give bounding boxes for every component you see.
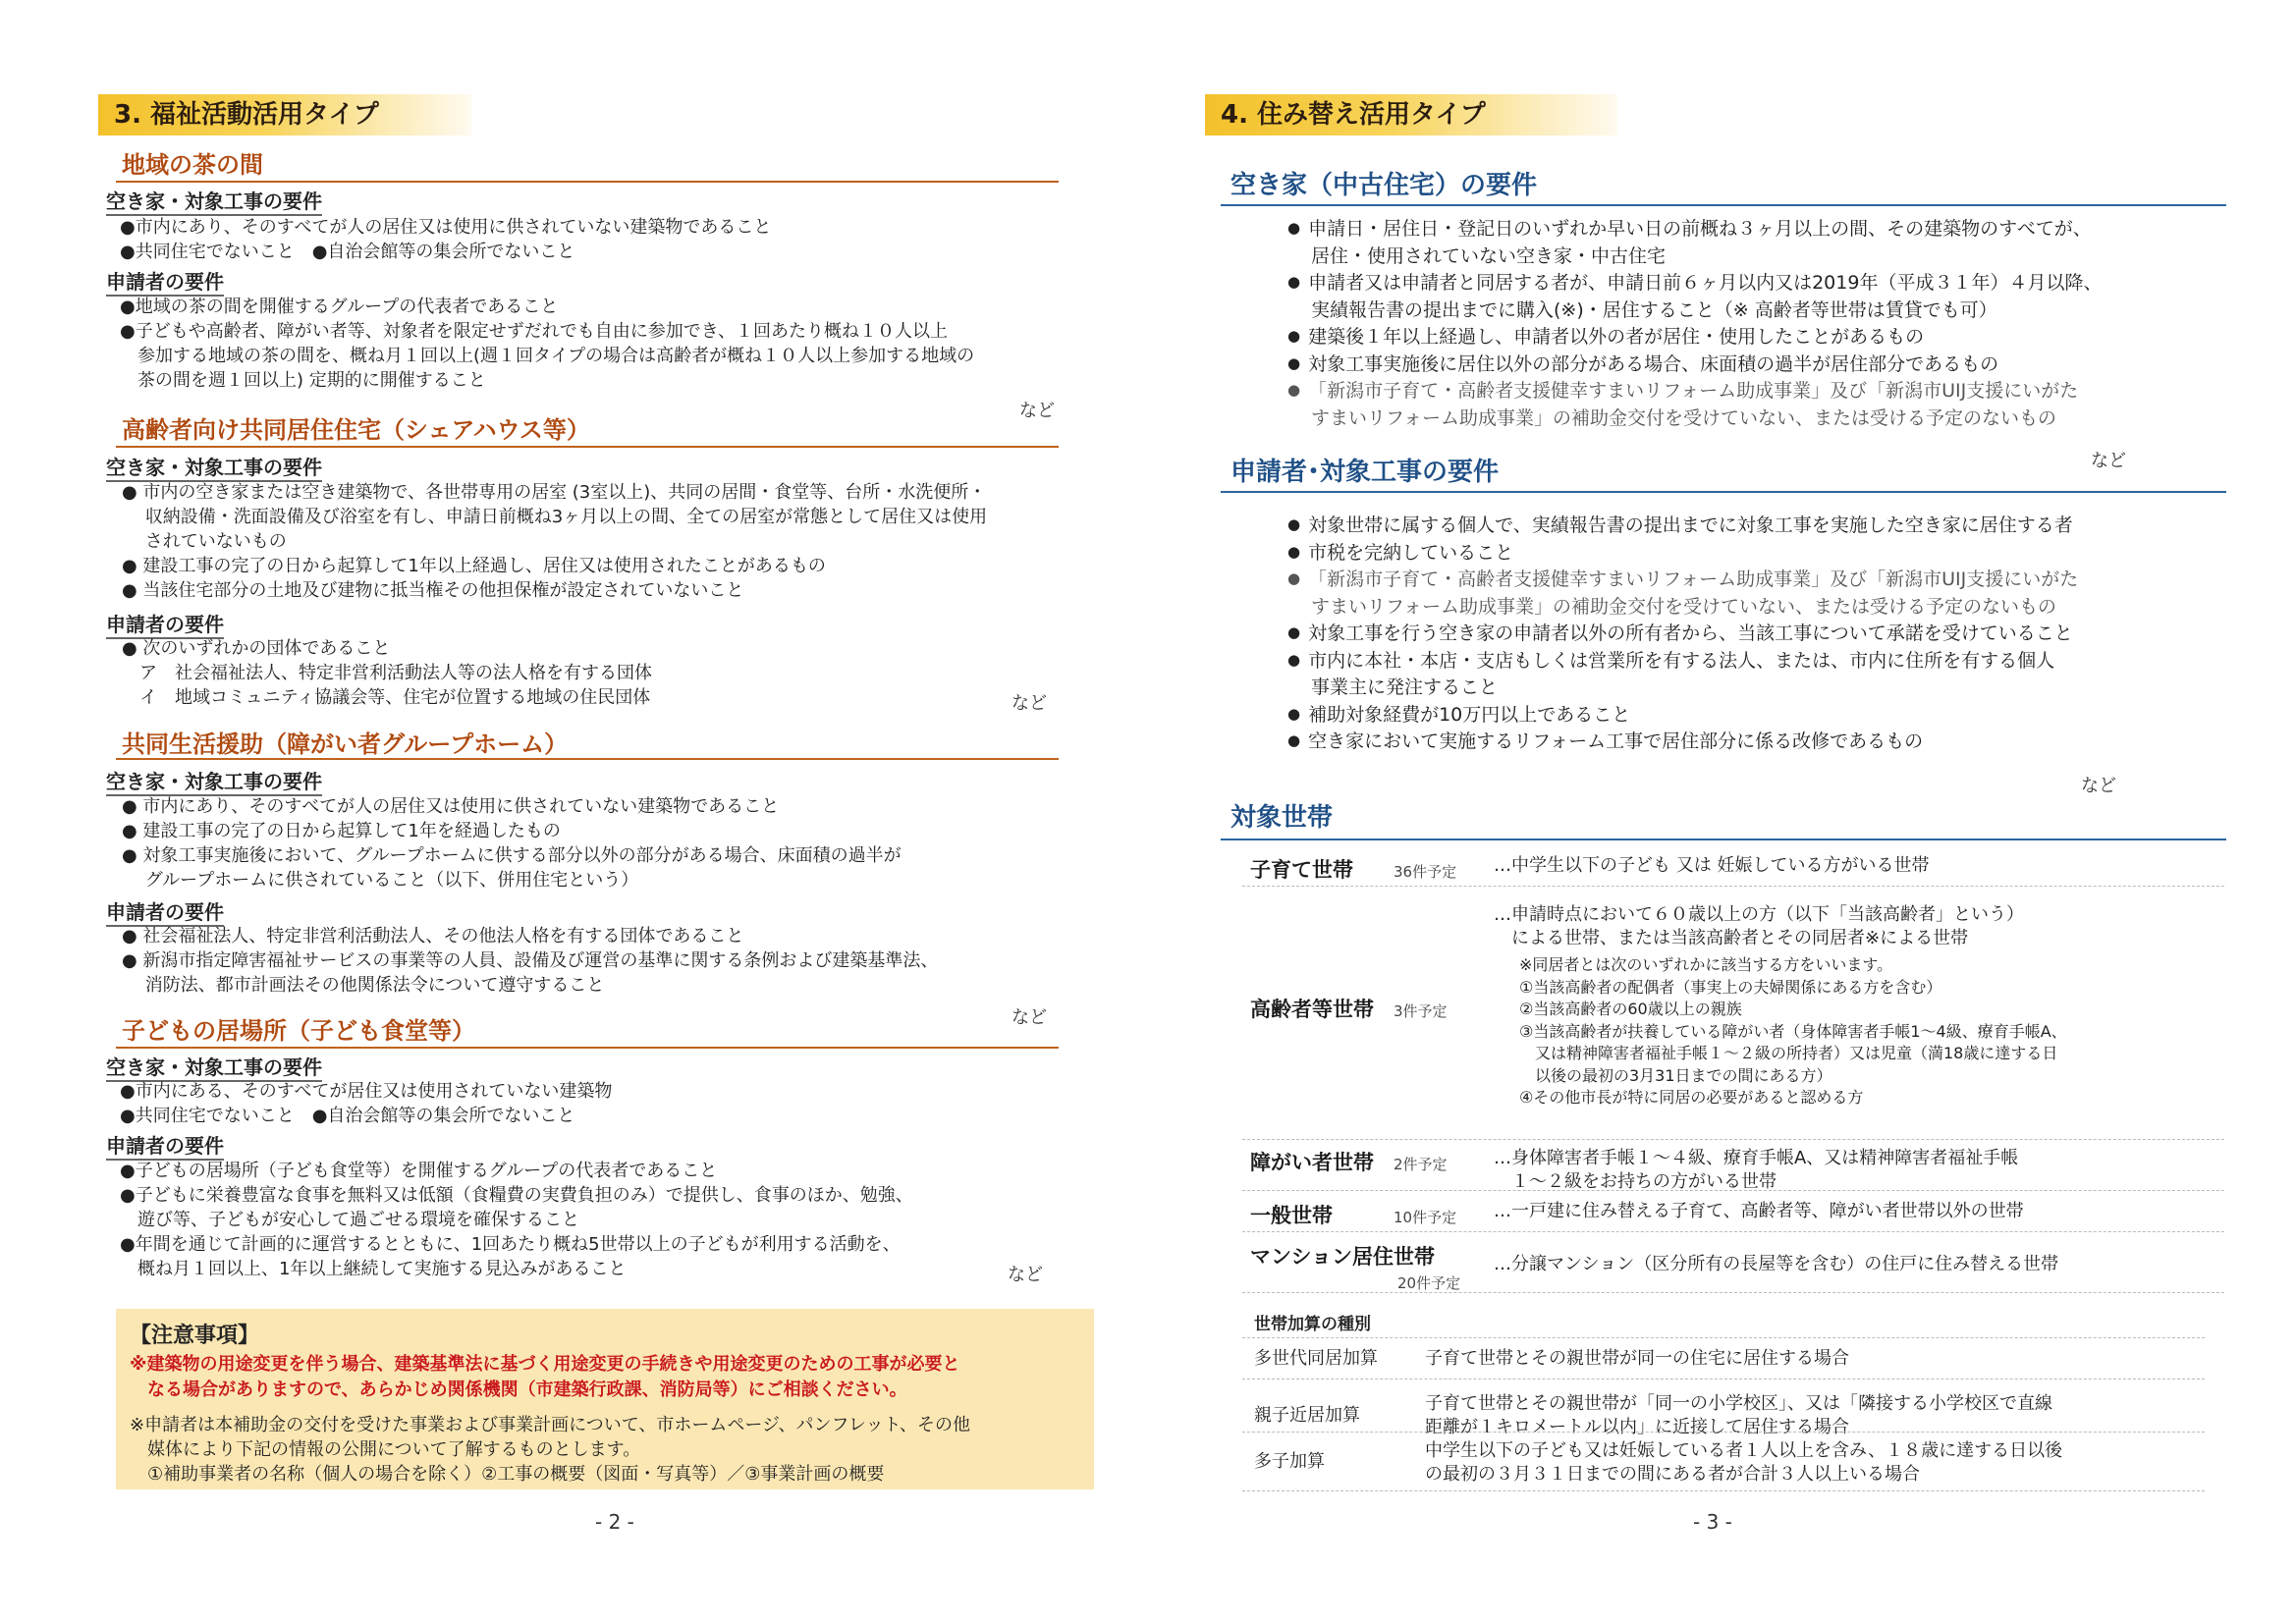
household-note: ※同居者とは次のいずれかに該当する方をいいます。: [1519, 955, 1893, 974]
divider: [116, 1047, 1059, 1049]
requirement-line: ● 次のいずれかの団体であること: [122, 638, 391, 659]
row-separator: [1242, 1379, 2205, 1380]
requirement-line: ●共同住宅でないこと ●自治会館等の集会所でないこと: [120, 1106, 575, 1126]
subheading-akiya-req: 空き家・対象工事の要件: [106, 766, 322, 794]
notice-box: [116, 1309, 1094, 1489]
requirement-line: ● 市税を完納していること: [1287, 540, 1513, 568]
requirement-line: ● 対象工事を行う空き家の申請者以外の所有者から、当該工事について承諾を受けていること: [1287, 621, 2073, 648]
requirement-line: すまいリフォーム助成事業」の補助金交付を受けていない、または受ける予定のないもの: [1311, 595, 2057, 618]
requirement-line: されていないもの: [122, 531, 287, 552]
row-separator: [1242, 1190, 2224, 1192]
row-separator: [1242, 1337, 2205, 1339]
requirement-line: 消防法、都市計画法その他関係法令について遵守すること: [122, 975, 605, 996]
heading-sharehouse: 高齢者向け共同居住住宅（シェアハウス等）: [122, 416, 590, 444]
heading-target-households: 対象世帯: [1230, 803, 1334, 833]
requirement-line: ● 対象世帯に属する個人で、実績報告書の提出までに対象工事を実施した空き家に居住する者: [1287, 513, 2073, 540]
household-note: 又は精神障害者福祉手帳１～２級の所持者）又は児童（満18歳に達する日: [1519, 1044, 2058, 1062]
notice-warning-line: なる場合がありますので、あらかじめ関係機関（市建築行政課、消防局等）にご相談ください。: [130, 1380, 907, 1400]
requirement-line: ● 「新潟市子育て・高齢者支援健幸すまいリフォーム助成事業」及び「新潟市UIJ支援にいがた: [1287, 567, 2078, 594]
section-band-sumikae: 4. 住み替え活用タイプ: [1205, 94, 1617, 135]
requirement-line: ●市内にある、そのすべてが居住又は使用されていない建築物: [120, 1081, 613, 1102]
requirement-line: ●年間を通じて計画的に運営するとともに、1回あたり概ね5世帯以上の子どもが利用する活動を、: [120, 1234, 901, 1255]
household-desc: …身体障害者手帳１～４級、療育手帳A、又は精神障害者福祉手帳: [1494, 1148, 2019, 1168]
household-count: 36件予定: [1394, 863, 1457, 881]
subheading-akiya-req: 空き家・対象工事の要件: [106, 452, 322, 480]
subheading-applicant-req: 申請者の要件: [106, 609, 224, 637]
requirement-line: グループホームに供されていること（以下、併用住宅という）: [122, 870, 639, 891]
household-note: ③当該高齢者が扶養している障がい者（身体障害者手帳1～4級、療育手帳A、: [1519, 1021, 2067, 1041]
nado-label: など: [1011, 1007, 1047, 1028]
household-desc: …中学生以下の子ども 又は 妊娠している方がいる世帯: [1494, 855, 1930, 876]
nado-label: など: [2081, 776, 2116, 796]
requirement-line: ● 当該住宅部分の土地及び建物に抵当権その他担保権が設定されていないこと: [122, 580, 744, 601]
notice-line: ①補助事業者の名称（個人の場合を除く）②工事の概要（図面・写真等）／③事業計画の概要: [130, 1464, 885, 1485]
requirement-line: 実績報告書の提出までに購入(※)・居住すること（※ 高齢者等世帯は賃貸でも可）: [1311, 298, 1997, 321]
heading-applicant-work: 申請者･対象工事の要件: [1230, 458, 1500, 487]
subheading-akiya-req: 空き家・対象工事の要件: [106, 1052, 322, 1080]
requirement-line: ●市内にあり、そのすべてが人の居住又は使用に供されていない建築物であること: [120, 217, 772, 238]
nado-label: など: [1008, 1265, 1043, 1285]
requirement-line: ● 建設工事の完了の日から起算して1年以上経過し、居住又は使用されたことがあるもの: [122, 556, 826, 576]
kasan-desc: 子育て世帯とその親世帯が同一の住宅に居住する場合: [1425, 1348, 1849, 1369]
requirement-line: ●子どもや高齢者、障がい者等、対象者を限定せずだれでも自由に参加でき、１回あたり概ね１０人以上: [120, 321, 948, 342]
subheading-applicant-req: 申請者の要件: [106, 1130, 224, 1159]
requirement-line: 参加する地域の茶の間を、概ね月１回以上(週１回タイプの場合は高齢者が概ね１０人以上参加する地域の: [120, 346, 975, 366]
household-desc: …分譲マンション（区分所有の長屋等を含む）の住戸に住み替える世帯: [1494, 1254, 2059, 1274]
requirement-line: ● 空き家において実施するリフォーム工事で居住部分に係る改修であるもの: [1287, 729, 1923, 756]
heading-akiya-chuko: 空き家（中古住宅）の要件: [1230, 171, 1538, 200]
kasan-desc: の最初の３月３１日までの間にある者が合計３人以上いる場合: [1425, 1464, 1920, 1485]
row-separator: [1242, 1432, 2205, 1434]
requirement-line: ● 市内の空き家または空き建築物で、各世帯専用の居室 (3室以上)、共同の居間・食堂等、台所・水洗便所・: [122, 482, 987, 503]
nado-label: など: [1011, 693, 1047, 714]
row-separator: [1242, 1292, 2224, 1294]
row-separator: [1242, 1139, 2224, 1141]
divider: [1221, 491, 2226, 493]
household-name: 障がい者世帯: [1250, 1151, 1374, 1174]
page-number: - 2 -: [595, 1510, 634, 1534]
requirement-line: ア 社会福祉法人、特定非営利活動法人等の法人格を有する団体: [122, 663, 652, 683]
household-count: 10件予定: [1394, 1209, 1457, 1226]
household-name: 一般世帯: [1250, 1204, 1333, 1227]
row-separator: [1242, 1231, 2224, 1233]
kasan-desc: 子育て世帯とその親世帯が「同一の小学校区」、又は「隣接する小学校区で直線: [1425, 1393, 2052, 1414]
requirement-line: ● 申請者又は申請者と同居する者が、申請日前６ヶ月以内又は2019年（平成３１年）４月以降、: [1287, 270, 2102, 298]
requirement-line: ●共同住宅でないこと ●自治会館等の集会所でないこと: [120, 242, 575, 262]
notice-line: 媒体により下記の情報の公開について了解するものとします。: [130, 1439, 641, 1460]
kasan-desc: 中学生以下の子ども又は妊娠している者１人以上を含み、１８歳に達する日以後: [1425, 1440, 2063, 1461]
divider: [116, 181, 1059, 183]
household-desc: による世帯、または当該高齢者とその同居者※による世帯: [1494, 928, 1969, 948]
household-desc: …一戸建に住み替える子育て、高齢者等、障がい者世帯以外の世帯: [1494, 1201, 2024, 1221]
requirement-line: ● 「新潟市子育て・高齢者支援健幸すまいリフォーム助成事業」及び「新潟市UIJ支援にいがた: [1287, 378, 2078, 406]
nado-label: など: [2091, 451, 2126, 471]
right-page: [1148, 0, 2296, 1623]
requirement-line: ●子どもに栄養豊富な食事を無料又は低額（食糧費の実費負担のみ）で提供し、食事のほか、勉強、: [120, 1185, 913, 1206]
requirement-line: ● 申請日・居住日・登記日のいずれか早い日の前概ね３ヶ月以上の間、その建築物のすべてが、: [1287, 216, 2092, 243]
requirement-line: 事業主に発注すること: [1311, 676, 1499, 698]
household-name: 高齢者等世帯: [1250, 998, 1374, 1021]
household-count: 2件予定: [1394, 1156, 1448, 1173]
kasan-title: 世帯加算の種別: [1254, 1315, 1371, 1334]
section-band-welfare: 3. 福祉活動活用タイプ: [98, 94, 471, 135]
requirement-line: すまいリフォーム助成事業」の補助金交付を受けていない、または受ける予定のないもの: [1311, 406, 2057, 429]
notice-line: ※申請者は本補助金の交付を受けた事業および事業計画について、市ホームページ、パンフレット、その他: [130, 1415, 971, 1435]
requirement-line: ● 建築後１年以上経過し、申請者以外の者が居住・使用したことがあるもの: [1287, 324, 1924, 352]
requirement-line: ●地域の茶の間を開催するグループの代表者であること: [120, 297, 559, 317]
kasan-name: 親子近居加算: [1254, 1405, 1360, 1426]
row-separator: [1242, 886, 2224, 888]
kasan-name: 多子加算: [1254, 1451, 1325, 1472]
kasan-name: 多世代同居加算: [1254, 1348, 1378, 1369]
row-separator: [1242, 1490, 2205, 1492]
requirement-line: イ 地域コミュニティ協議会等、住宅が位置する地域の住民団体: [122, 687, 651, 708]
requirement-line: ● 対象工事実施後に居住以外の部分がある場合、床面積の過半が居住部分であるもの: [1287, 352, 1998, 379]
divider: [116, 758, 1059, 760]
requirement-line: ● 市内にあり、そのすべてが人の居住又は使用に供されていない建築物であること: [122, 796, 780, 817]
nado-label: など: [1019, 401, 1055, 421]
requirement-line: 茶の間を週１回以上) 定期的に開催すること: [120, 370, 486, 391]
requirement-line: 遊び等、子どもが安心して過ごせる環境を確保すること: [120, 1210, 579, 1230]
page-number: - 3 -: [1693, 1510, 1732, 1534]
requirement-line: 概ね月１回以上、1年以上継続して実施する見込みがあること: [120, 1259, 627, 1279]
subheading-applicant-req: 申請者の要件: [106, 266, 224, 295]
subheading-applicant-req: 申請者の要件: [106, 896, 224, 925]
requirement-line: ● 市内に本社・本店・支店もしくは営業所を有する法人、または、市内に住所を有する個人: [1287, 648, 2054, 676]
household-note: 以後の最初の3月31日までの間にある方）: [1519, 1065, 1832, 1085]
household-name: マンション居住世帯: [1250, 1245, 1436, 1269]
heading-grouphome: 共同生活援助（障がい者グループホーム）: [122, 730, 569, 758]
household-count: 3件予定: [1394, 1002, 1448, 1020]
requirement-line: ● 新潟市指定障害福祉サービスの事業等の人員、設備及び運営の基準に関する条例および建築基準法、: [122, 950, 939, 971]
requirement-line: ●子どもの居場所（子ども食堂等）を開催するグループの代表者であること: [120, 1161, 718, 1181]
household-note: ④その他市長が特に同居の必要があると認める方: [1519, 1088, 1864, 1107]
notice-warning-line: ※建築物の用途変更を伴う場合、建築基準法に基づく用途変更の手続きや用途変更のための工事が必要と: [130, 1354, 960, 1375]
notice-title: 【注意事項】: [130, 1324, 260, 1348]
heading-chanoma: 地域の茶の間: [122, 151, 263, 179]
household-note: ②当該高齢者の60歳以上の親族: [1519, 1000, 1742, 1018]
subheading-akiya-req: 空き家・対象工事の要件: [106, 186, 322, 214]
requirement-line: ● 社会福祉法人、特定非営利活動法人、その他法人格を有する団体であること: [122, 926, 744, 947]
divider: [1221, 839, 2226, 840]
household-desc: …申請時点において６０歳以上の方（以下「当該高齢者」という）: [1494, 904, 2024, 925]
household-count: 20件予定: [1397, 1274, 1461, 1292]
requirement-line: ● 建設工事の完了の日から起算して1年を経過したもの: [122, 821, 561, 841]
requirement-line: 収納設備・洗面設備及び浴室を有し、申請日前概ね3ヶ月以上の間、全ての居室が常態として居住又は使用: [122, 507, 988, 527]
household-desc: １～２級をお持ちの方がいる世帯: [1494, 1171, 1777, 1192]
heading-kodomo: 子どもの居場所（子ども食堂等）: [122, 1017, 475, 1045]
divider: [1221, 204, 2226, 206]
requirement-line: ● 対象工事実施後において、グループホームに供する部分以外の部分がある場合、床面積の過半が: [122, 845, 902, 866]
household-name: 子育て世帯: [1250, 858, 1353, 882]
kasan-desc: 距離が１キロメートル以内」に近接して居住する場合: [1425, 1417, 1849, 1437]
requirement-line: ● 補助対象経費が10万円以上であること: [1287, 702, 1630, 730]
divider: [116, 446, 1059, 448]
requirement-line: 居住・使用されていない空き家・中古住宅: [1311, 244, 1667, 267]
household-note: ①当該高齢者の配偶者（事実上の夫婦関係にある方を含む）: [1519, 977, 1942, 997]
